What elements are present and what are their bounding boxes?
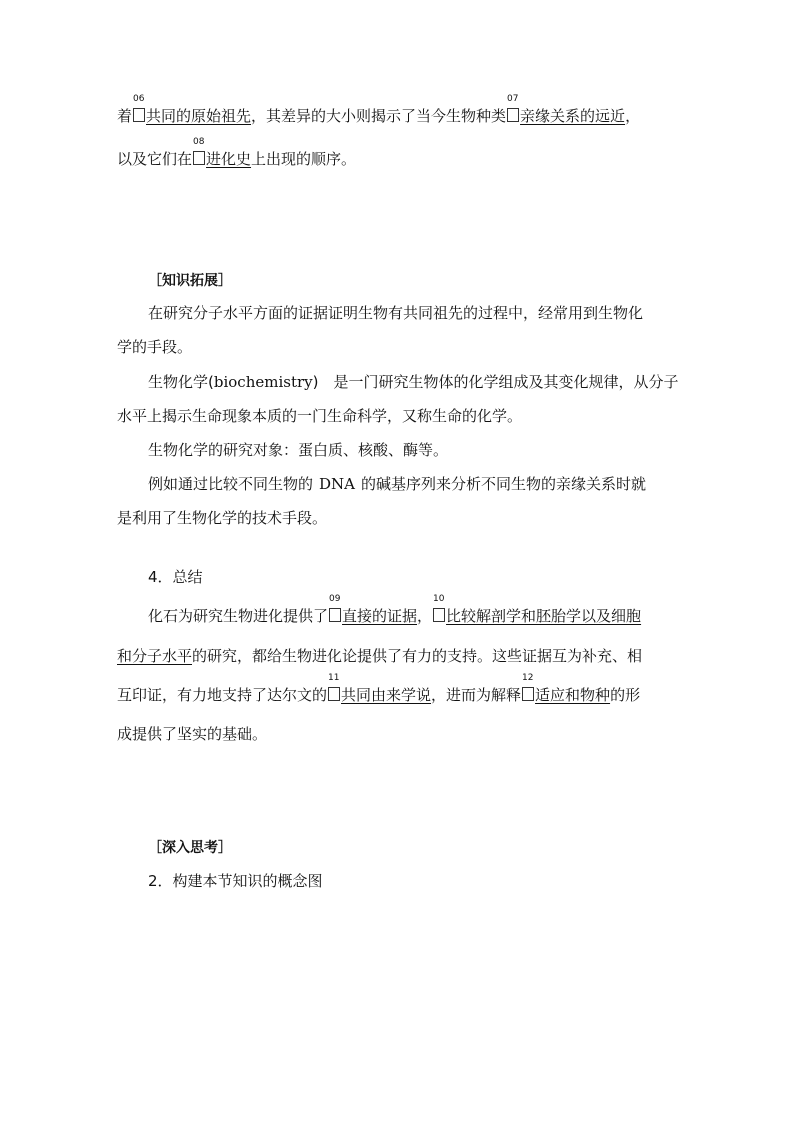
text: ) 是一门研究生物体的化学组成及其变化规律，从分子 bbox=[312, 373, 679, 391]
answer-11: 共同由来学说 bbox=[341, 686, 432, 704]
blank-number: 12 bbox=[522, 673, 534, 683]
answer-10: 比较解剖学和胚胎学以及细胞 bbox=[446, 607, 642, 625]
answer-07: 亲缘关系的远近 bbox=[520, 107, 626, 125]
dna-term: DNA bbox=[319, 475, 355, 493]
summary-line1 bbox=[148, 594, 642, 626]
text: 生物化学( bbox=[148, 373, 214, 391]
text: 的研究，都给生物进化论提供了有力的支持。这些证据互为补充、相 bbox=[192, 647, 643, 665]
text: 例如通过比较不同生物的 bbox=[148, 475, 314, 493]
knowledge-p2-line1 bbox=[148, 372, 678, 392]
english-term: biochemistry bbox=[213, 373, 313, 391]
answer-08: 进化史 bbox=[206, 150, 252, 168]
summary-line4: 成提供了坚实的基础。 bbox=[117, 725, 268, 743]
answer-10-cont: 和分子水平 bbox=[117, 647, 193, 665]
text: ， bbox=[417, 607, 433, 625]
text: 化石为研究生物进化提供了 bbox=[148, 607, 329, 625]
blank-number: 11 bbox=[328, 673, 340, 683]
answer-blank-06 bbox=[133, 94, 145, 122]
summary-line3 bbox=[117, 673, 641, 705]
knowledge-p1-line1: 在研究分子水平方面的证据证明生物有共同祖先的过程中，经常用到生物化 bbox=[148, 304, 644, 322]
think-heading: ［深入思考］ bbox=[148, 840, 232, 856]
text: ， bbox=[625, 107, 641, 125]
knowledge-p1-line2: 学的手段。 bbox=[117, 338, 193, 356]
answer-blank-11 bbox=[328, 673, 340, 701]
text: 的形 bbox=[610, 686, 641, 704]
text: ，其差异的大小则揭示了当今生物种类 bbox=[251, 107, 507, 125]
summary-line2 bbox=[117, 646, 642, 666]
knowledge-p4-line1 bbox=[148, 474, 646, 494]
answer-09: 直接的证据 bbox=[342, 607, 418, 625]
para1-line1 bbox=[117, 94, 641, 126]
answer-blank-12 bbox=[522, 673, 534, 701]
think-item: 2．构建本节知识的概念图 bbox=[148, 872, 323, 890]
text: 互印证，有力地支持了达尔文的 bbox=[117, 686, 328, 704]
answer-blank-10 bbox=[433, 594, 445, 622]
text: 着 bbox=[117, 107, 133, 125]
answer-blank-08 bbox=[193, 137, 205, 165]
text: ，进而为解释 bbox=[431, 686, 522, 704]
blank-number: 08 bbox=[193, 137, 205, 147]
blank-number: 06 bbox=[133, 94, 145, 104]
knowledge-p2-line2: 水平上揭示生命现象本质的一门生命科学，又称生命的化学。 bbox=[117, 407, 523, 425]
summary-heading: 4．总结 bbox=[148, 568, 203, 586]
text: 以及它们在 bbox=[117, 150, 193, 168]
knowledge-p3: 生物化学的研究对象：蛋白质、核酸、酶等。 bbox=[148, 441, 449, 459]
knowledge-p4-line2: 是利用了生物化学的技术手段。 bbox=[117, 509, 328, 527]
answer-blank-07 bbox=[507, 94, 519, 122]
knowledge-heading: ［知识拓展］ bbox=[148, 273, 232, 289]
blank-number: 10 bbox=[433, 594, 445, 604]
para1-line2 bbox=[117, 137, 357, 169]
blank-number: 09 bbox=[329, 594, 341, 604]
blank-number: 07 bbox=[507, 94, 519, 104]
text: 上出现的顺序。 bbox=[251, 150, 357, 168]
text: 的碱基序列来分析不同生物的亲缘关系时就 bbox=[361, 475, 647, 493]
answer-06: 共同的原始祖先 bbox=[146, 107, 252, 125]
answer-blank-09 bbox=[329, 594, 341, 622]
answer-12: 适应和物种 bbox=[535, 686, 611, 704]
